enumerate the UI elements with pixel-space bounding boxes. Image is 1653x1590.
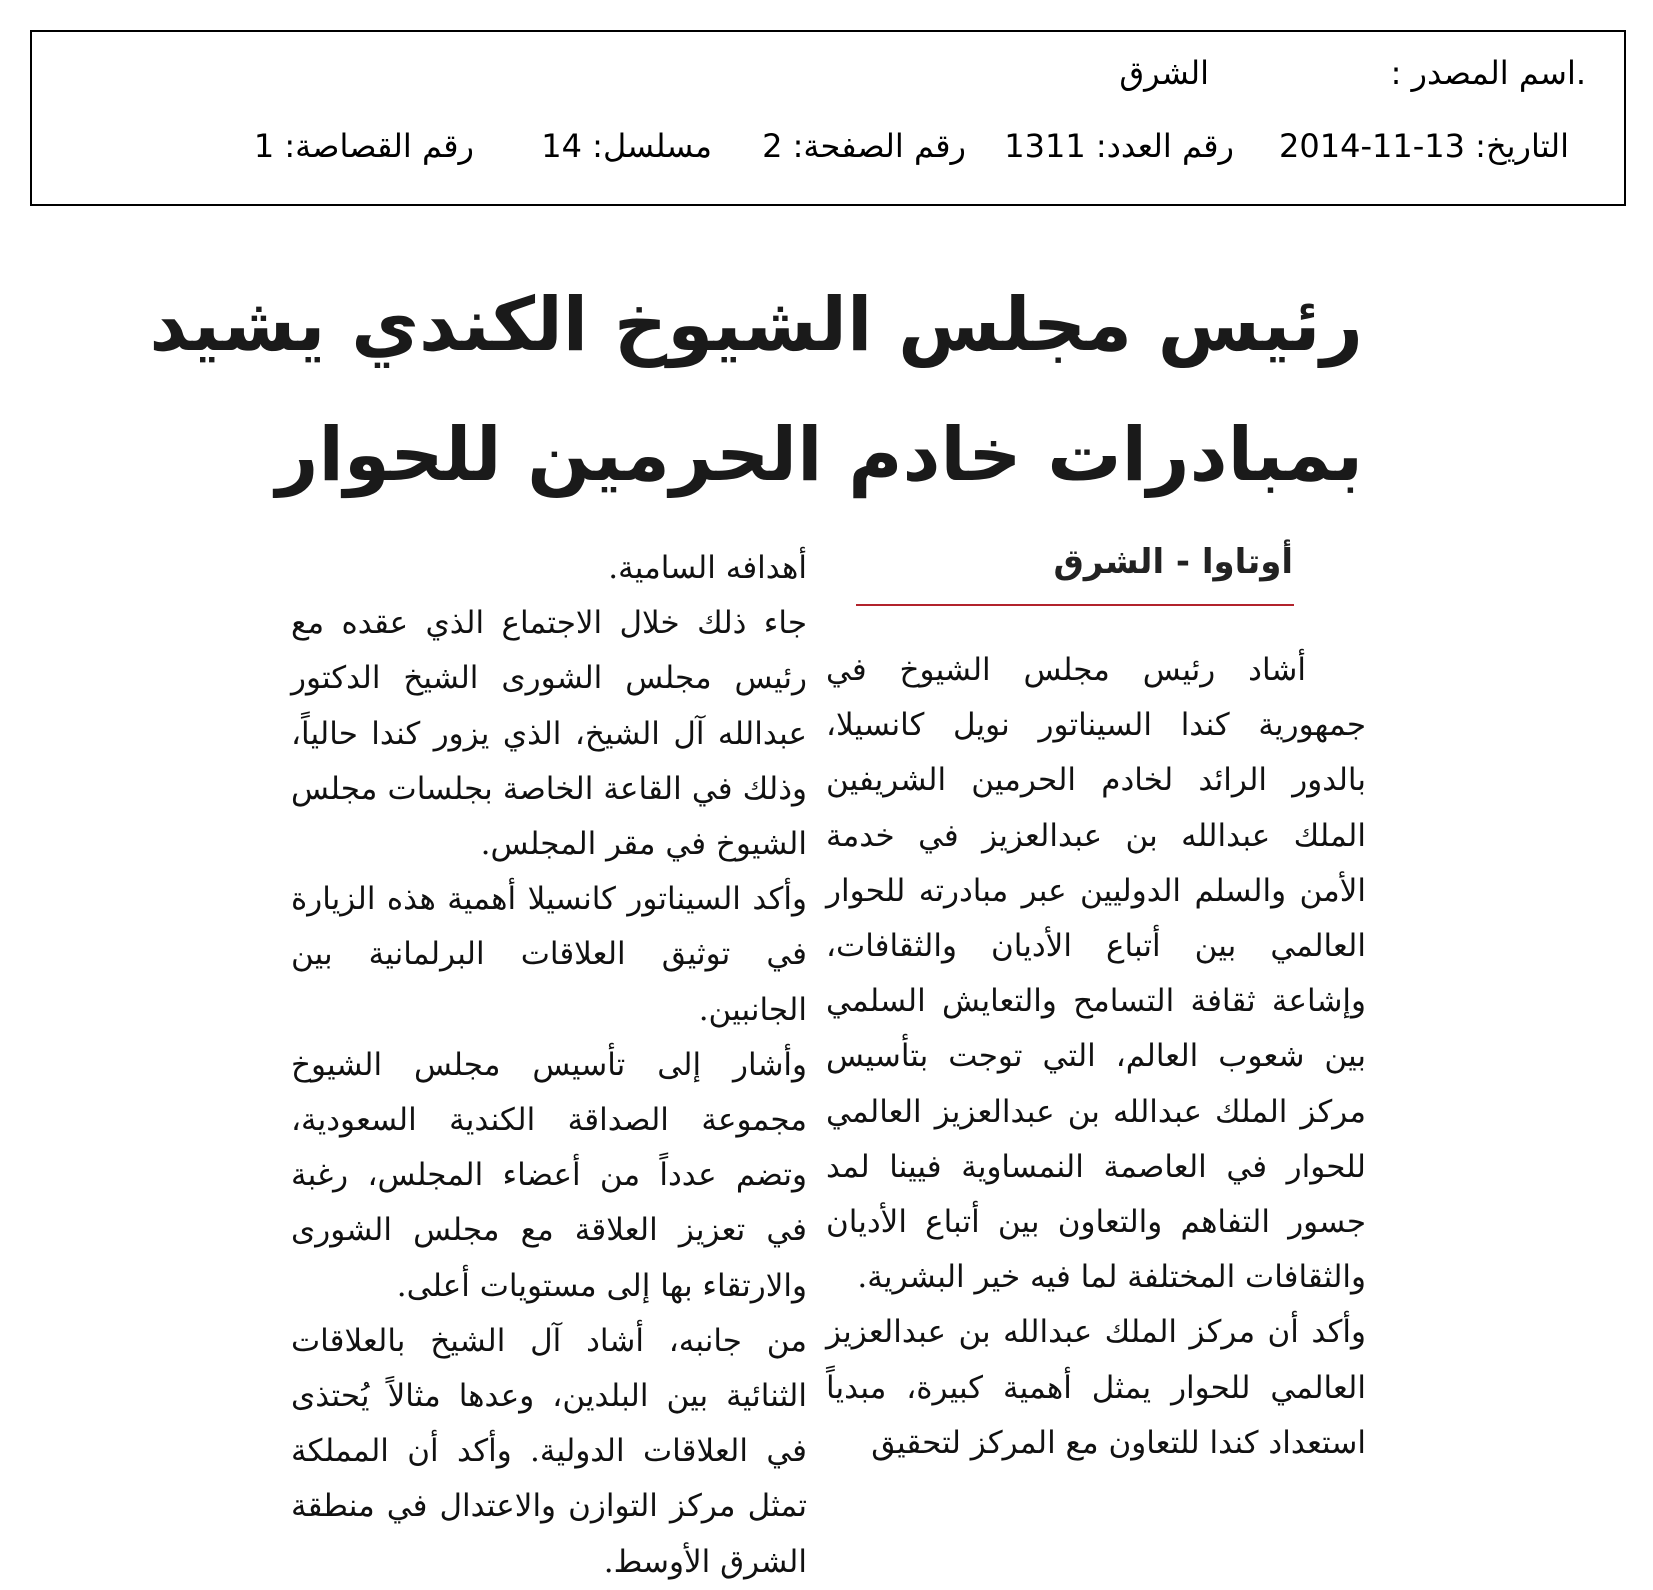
paragraph: من جانبه، أشاد آل الشيخ بالعلاقات الثنائية بين البلدين، وعدها مثالاً يُحتذى في العلاقات الدولية. وأكد أن المملكة تمثل مركز التوازن والاعتدال في منطقة الشرق الأوسط. — [291, 1322, 807, 1580]
page-field: رقم الصفحة: 2 — [762, 127, 966, 165]
paragraph: أشاد رئيس مجلس الشيوخ في جمهورية كندا السيناتور نويل كانسيلا، بالدور الرائد لخادم الحرمين الشريفين الملك عبدالله بن عبدالعزيز في خدمة الأمن والسلم الدوليين عبر مبادرته للحوار العالمي بين أتباع الأديان والثقافات، وإشاعة ثقافة التسامح والتعايش السلمي بين شعوب العالم، التي توجت بتأسيس مركز الملك عبدالله بن عبدالعزيز العالمي للحوار في العاصمة النمساوية فيينا لمد جسور التفاهم والتعاون بين أتباع الأديان والثقافات المختلفة لما فيه خير البشرية. — [826, 652, 1366, 1296]
paragraph: وأشار إلى تأسيس مجلس الشيوخ مجموعة الصداقة الكندية السعودية، وتضم عدداً من أعضاء المجلس، رغبة في تعزيز العلاقة مع مجلس الشورى والارتقاء بها إلى مستويات أعلى. — [291, 1046, 807, 1304]
date-field: التاريخ: 13-11-2014 — [1279, 127, 1569, 165]
article-column-right — [826, 643, 1366, 1471]
article-column-left — [291, 541, 807, 1590]
issue-field: رقم العدد: 1311 — [1004, 127, 1234, 165]
source-value: الشرق — [1119, 54, 1209, 92]
headline-line-1: رئيس مجلس الشيوخ الكندي يشيد — [149, 282, 1363, 368]
paragraph: وأكد السيناتور كانسيلا أهمية هذه الزيارة في توثيق العلاقات البرلمانية بين الجانبين. — [291, 881, 807, 1028]
byline-divider — [856, 604, 1294, 606]
paragraph: جاء ذلك خلال الاجتماع الذي عقده مع رئيس مجلس الشورى الشيخ الدكتور عبدالله آل الشيخ، الذي يزور كندا حالياً، وذلك في القاعة الخاصة بجلسات مجلس الشيوخ في مقر المجلس. — [291, 605, 807, 863]
byline: أوتاوا - الشرق — [1053, 542, 1293, 582]
source-label: .اسم المصدر : — [1390, 54, 1586, 92]
clipping-metadata-box — [30, 30, 1626, 206]
paragraph: أهدافه السامية. — [608, 550, 807, 586]
clip-number-field: رقم القصاصة: 1 — [253, 127, 474, 165]
serial-field: مسلسل: 14 — [541, 127, 712, 165]
headline-line-2: بمبادرات خادم الحرمين للحوار — [275, 412, 1363, 498]
paragraph: وأكد أن مركز الملك عبدالله بن عبدالعزيز العالمي للحوار يمثل أهمية كبيرة، مبدياً استعداد كندا للتعاون مع المركز لتحقيق — [826, 1314, 1366, 1461]
